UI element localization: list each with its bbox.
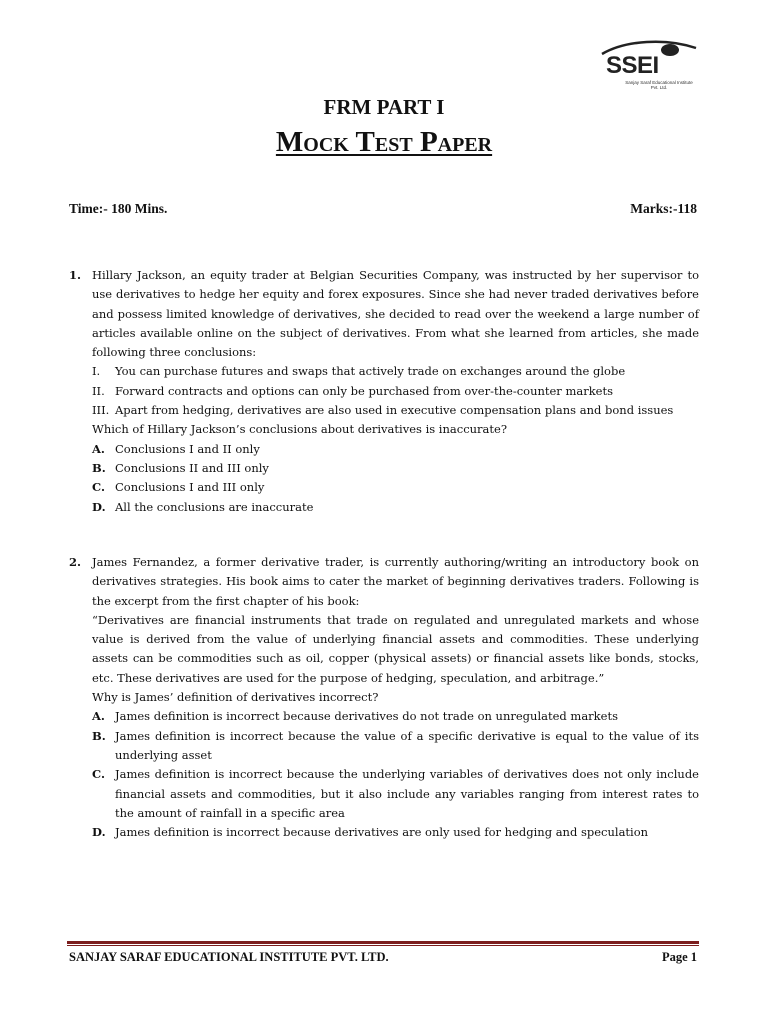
ssei-logo (596, 38, 706, 100)
question-number: 2. (69, 555, 82, 569)
option-label: D. (92, 499, 106, 514)
option-item (92, 823, 699, 842)
statement-text: Apart from hedging, derivatives are also used in executive compensation plans and bond issues (115, 403, 674, 418)
option-item (92, 478, 699, 497)
question-prompt: Which of Hillary Jackson’s conclusions about derivatives is inaccurate? (92, 422, 507, 437)
option-label: B. (92, 728, 106, 743)
page-footer (69, 950, 697, 965)
question-stem: Hillary Jackson, an equity trader at Belgian Securities Company, was instructed by her supervisor to use derivatives to hedge her equity and forex exposures. Since she had never traded derivatives before and possess limited knowledge of derivatives, she decided to read over the weekend a large number of articles available online on the subject of derivatives. From what she learned from articles, she made following three conclusions: (92, 268, 699, 360)
option-text: Conclusions I and II only (115, 441, 260, 456)
page-subtitle: Mock Test Paper (275, 126, 493, 158)
page-title: FRM PART I (323, 95, 445, 119)
option-text: Conclusions I and III only (115, 480, 265, 495)
option-item (92, 498, 699, 517)
statement-label: III. (92, 403, 110, 418)
option-label: A. (92, 709, 105, 724)
question-number: 1. (69, 268, 82, 282)
option-text: Conclusions II and III only (115, 460, 269, 475)
definition-quote: “Derivatives are financial instruments that trade on regulated and unregulated markets and whose value is derived from the value of underlying financial assets and commodities. These underlying assets can be commodities such as oil, copper (physical assets) or financial assets like bonds, stocks, etc. These derivatives are used for the purpose of hedging, speculation, and arbitrage.” (92, 612, 699, 685)
question-stem: James Fernandez, a former derivative trader, is currently authoring/writing an introductory book on derivatives strategies. His book aims to cater the market of beginning derivatives traders. Following is the excerpt from the first chapter of his book: (92, 555, 699, 608)
option-item (92, 727, 699, 766)
option-label: C. (92, 480, 105, 495)
statement-label: II. (92, 383, 105, 398)
statement-text: Forward contracts and options can only be purchased from over-the-counter markets (115, 383, 614, 398)
option-label: D. (92, 825, 106, 840)
option-item (92, 459, 699, 478)
option-item (92, 440, 699, 459)
statement-item (92, 401, 699, 420)
statement-item (92, 382, 699, 401)
statement-text: You can purchase futures and swaps that actively trade on exchanges around the globe (115, 364, 626, 379)
option-item (92, 765, 699, 823)
option-text: James definition is incorrect because derivatives do not trade on unregulated markets (115, 709, 618, 724)
footer-rule-thin (67, 945, 699, 946)
option-item (92, 707, 699, 726)
question-prompt: Why is James’ definition of derivatives incorrect? (92, 690, 379, 705)
option-text: James definition is incorrect because the value of a specific derivative is equal to the value of its underlying asset (115, 728, 699, 762)
option-text: James definition is incorrect because derivatives are only used for hedging and speculation (115, 825, 649, 840)
footer-rule (67, 941, 699, 944)
footer-institute: SANJAY SARAF EDUCATIONAL INSTITUTE PVT. LTD. (69, 950, 389, 964)
logo-tagline: Sanjay Saraf Educational Institute Pvt. Ltd. (625, 80, 693, 90)
option-label: C. (92, 767, 105, 782)
exam-meta (69, 201, 697, 217)
statement-item (92, 362, 699, 381)
option-text: James definition is incorrect because the underlying variables of derivatives does not only include financial assets and commodities, but it also include any variables ranging from interest rates to the amount of rainfall in a specific area (115, 767, 699, 820)
time-label: Time:- 180 Mins. (69, 201, 168, 216)
statement-label: I. (92, 364, 101, 379)
marks-label: Marks:-118 (630, 201, 697, 216)
option-label: B. (92, 460, 106, 475)
option-label: A. (92, 441, 105, 456)
question-2 (69, 553, 699, 842)
option-text: All the conclusions are inaccurate (115, 499, 314, 514)
question-1 (69, 266, 699, 517)
footer-page-number: Page 1 (661, 950, 697, 964)
logo-text: SSEI (606, 52, 659, 79)
